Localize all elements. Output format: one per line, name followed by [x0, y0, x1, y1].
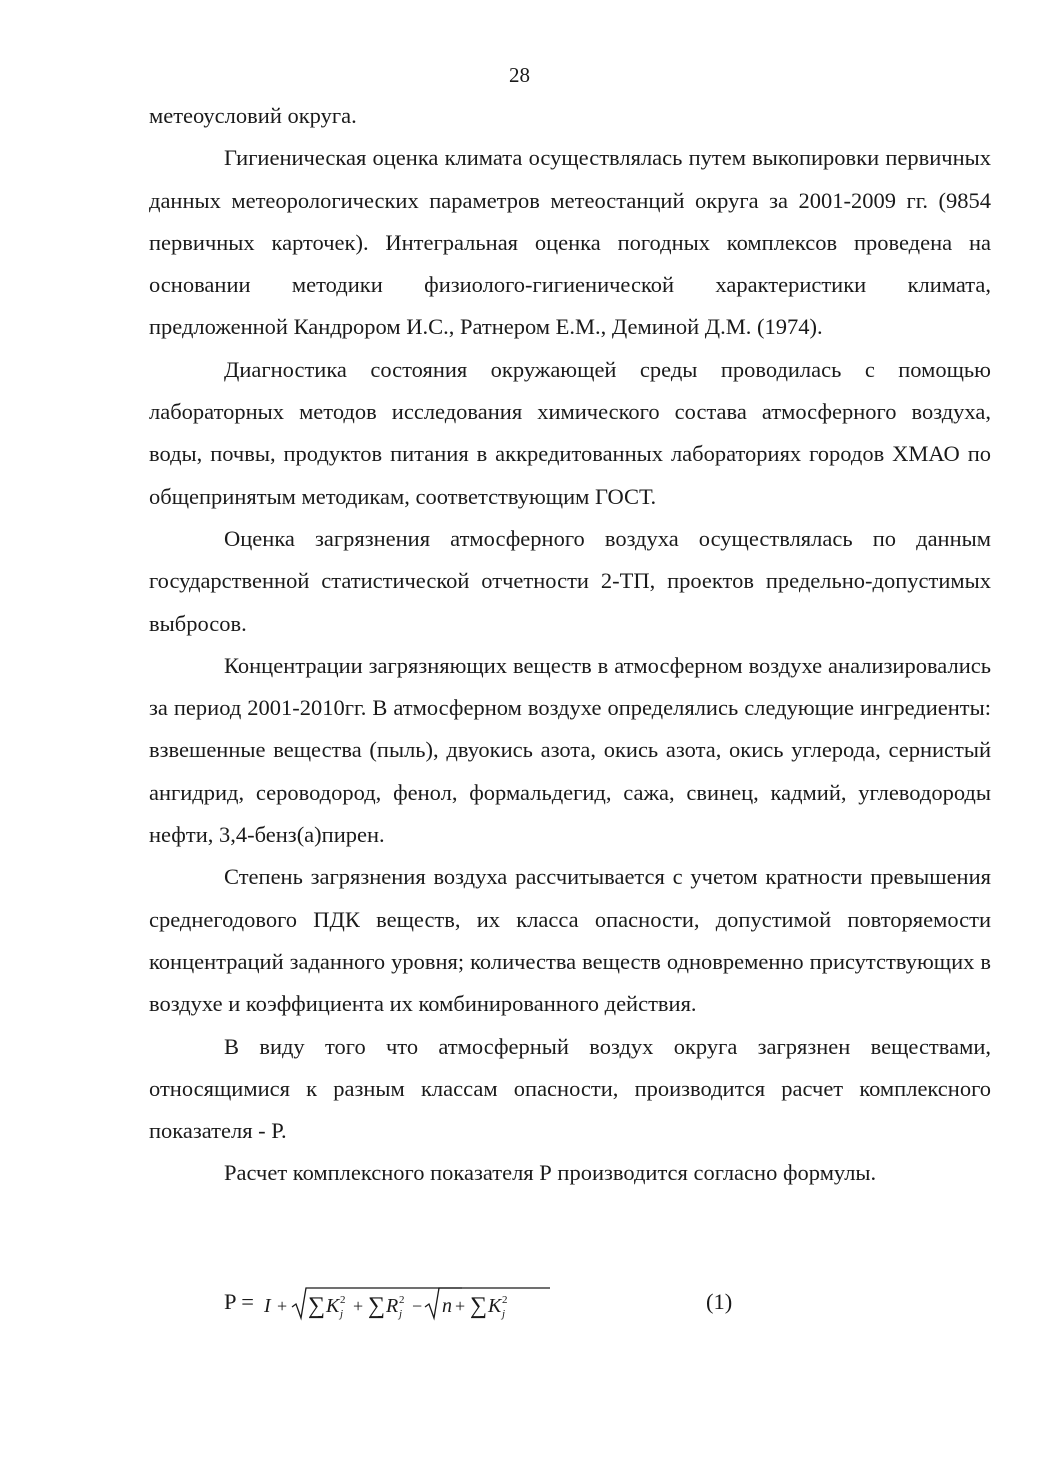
formula-sum-3: ∑ — [470, 1293, 488, 1319]
formula-var-n: n — [442, 1295, 452, 1317]
paragraph-1: метеоусловий округа. — [149, 103, 357, 128]
formula-line — [224, 1283, 824, 1323]
formula-sub-1: j — [340, 1308, 344, 1320]
formula-plus-1: + — [277, 1296, 288, 1316]
formula-minus: − — [412, 1296, 423, 1316]
paragraph-8: Расчет комплексного показателя Р производится согласно формулы. — [224, 1160, 877, 1186]
paragraph-3: Диагностика состояния окружающей среды проводилась с помощью лабораторных методов исследования химического состава атмосферного воздуха, воды, почвы, продуктов питания в аккредитованных лабораториях городов ХМАО по общепринятым методикам, соответствующим ГОСТ. — [149, 356, 991, 509]
formula-plus-2: + — [353, 1296, 364, 1316]
formula-var-i: I — [264, 1295, 271, 1317]
paragraph-4: Оценка загрязнения атмосферного воздуха осуществлялась по данным государственной статистической отчетности 2-ТП, проектов предельно-допустимых выбросов. — [149, 525, 991, 636]
formula-exp-2: 2 — [399, 1294, 405, 1306]
page-number: 28 — [509, 63, 530, 87]
formula-lhs: P = — [224, 1289, 254, 1314]
paragraph-6: Степень загрязнения воздуха рассчитывается с учетом кратности превышения среднегодового ПДК веществ, их класса опасности, допустимой повторяемости концентраций заданного уровня; количества веществ одновременно присутствующих в воздухе и коэффициента их комбинированного действия. — [149, 864, 991, 1017]
formula-sum-1: ∑ — [308, 1293, 326, 1319]
formula-sub-3: j — [502, 1308, 506, 1320]
formula-sub-2: j — [399, 1308, 403, 1320]
formula-exp-3: 2 — [502, 1294, 508, 1306]
formula-exp-1: 2 — [340, 1294, 346, 1306]
formula-r: R — [386, 1295, 399, 1317]
formula-k-2: K — [488, 1295, 502, 1317]
body-text — [149, 95, 991, 1195]
formula-plus-3: + — [455, 1296, 466, 1316]
paragraph-5: Концентрации загрязняющих веществ в атмосферном воздухе анализировались за период 2001-2010гг. В атмосферном воздухе определялись следующие ингредиенты: взвешенные вещества (пыль), двуокись азота, окись азота, окись углерода, сернистый ангидрид, сероводород, фенол, формальдегид, сажа, свинец, кадмий, углеводороды нефти, 3,4-бенз(а)пирен. — [149, 652, 991, 848]
formula — [262, 1283, 562, 1323]
paragraph-2: Гигиеническая оценка климата осуществлялась путем выкопировки первичных данных метеорологических параметров метеостанций округа за 2001-2009 гг. (9854 первичных карточек). Интегральная оценка погодных комплексов проведена на основании методики физиолого-гигиенической характеристики климата, предложенной Кандрором И.С., Ратнером Е.М., Деминой Д.М. (1974). — [149, 145, 991, 340]
paragraph-7: В виду того что атмосферный воздух округа загрязнен веществами, относящимися к разным классам опасности, производится расчет комплексного показателя - Р. — [149, 1033, 991, 1144]
formula-k-1: K — [326, 1295, 340, 1317]
formula-sum-2: ∑ — [368, 1293, 386, 1319]
formula-number: (1) — [706, 1289, 733, 1314]
